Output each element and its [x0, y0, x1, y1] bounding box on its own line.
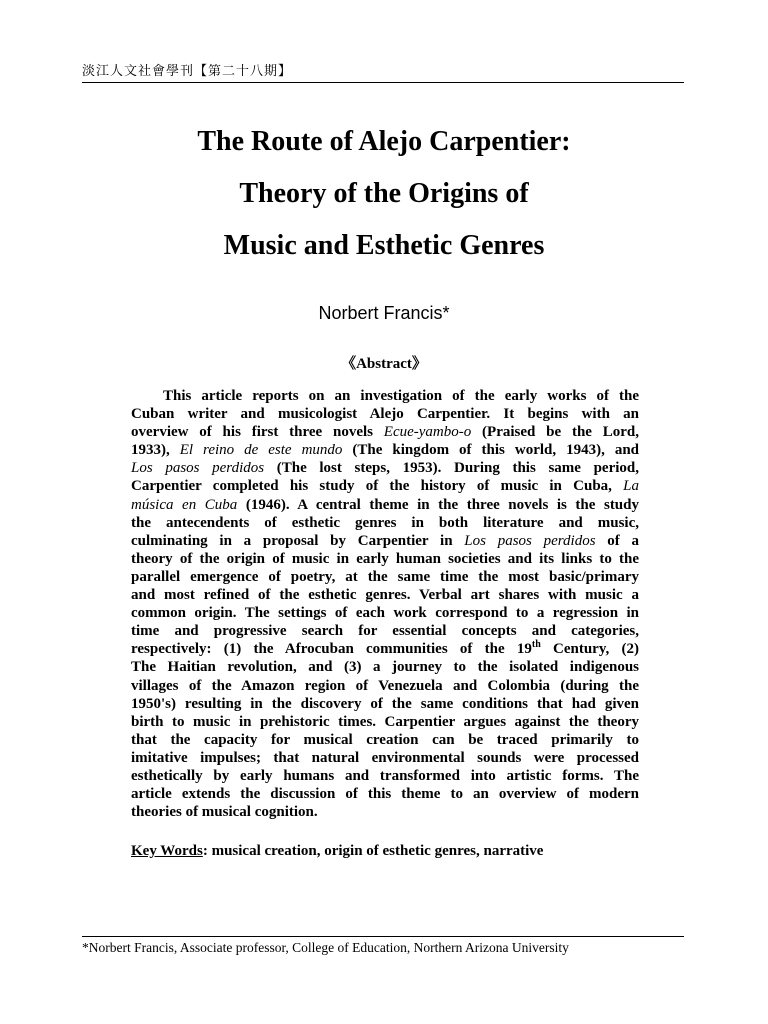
novel-title: Ecue-yambo-o	[383, 424, 472, 441]
abstract-line: música en Cuba (1946). A central theme in the three novels is the study	[131, 496, 639, 513]
novel-title: El reino de este mundo	[179, 442, 343, 459]
footnote-rule	[82, 936, 684, 937]
abstract-line: Los pasos perdidos (The lost steps, 1953). During this same period,	[131, 460, 640, 477]
title-line-3: Music and Esthetic Genres	[223, 230, 545, 261]
book-title: música en Cuba	[131, 496, 238, 513]
abstract-line: esthetically by early humans and transformed into artistic forms. The	[131, 767, 639, 784]
abstract-line: The Haitian revolution, and (3) a journey to the isolated indigenous	[131, 659, 639, 676]
abstract-line: This article reports on an investigation of the early works of the	[163, 388, 639, 404]
keywords-text: : musical creation, origin of esthetic genres, narrative	[202, 843, 544, 859]
author-line	[82, 303, 686, 324]
abstract-line: Cuban writer and musicologist Alejo Carpentier. It begins with an	[131, 406, 639, 423]
abstract-line: parallel emergence of poetry, at the same time the most basic/primary	[131, 568, 639, 585]
abstract-line: that the capacity for musical creation can be traced primarily to	[131, 731, 639, 748]
keywords	[131, 843, 543, 860]
abstract-line: time and progressive search for essential concepts and categories,	[131, 623, 639, 640]
abstract-body	[131, 387, 639, 821]
title-line-2: Theory of the Origins of	[239, 178, 529, 209]
abstract-line: 1933), El reino de este mundo (The kingdom of this world, 1943), and	[131, 442, 640, 459]
header-rule	[82, 82, 684, 83]
abstract-line: article extends the discussion of this theme to an overview of modern	[131, 786, 639, 803]
abstract-line: villages of the Amazon region of Venezuela and Colombia (during the	[131, 677, 639, 694]
paper-title	[82, 128, 686, 284]
abstract-line: the antecendents of esthetic genres in both literature and music,	[131, 514, 639, 531]
abstract-line: overview of his first three novels Ecue-yambo-o (Praised be the Lord,	[131, 424, 639, 441]
book-title: La	[623, 478, 640, 495]
author-footnote-mark: *	[442, 303, 450, 323]
running-head: 淡江人文社會學刊【第二十八期】	[82, 64, 293, 79]
abstract-line: imitative impulses; that natural environmental sounds were processed	[131, 749, 639, 766]
novel-title: Los pasos perdidos	[131, 460, 265, 477]
novel-title: Los pasos perdidos	[464, 532, 596, 549]
author-name: Norbert Francis	[318, 303, 443, 323]
abstract-line: and most refined of the esthetic genres. Verbal art shares with music a	[131, 587, 639, 604]
abstract-heading: 《Abstract》	[341, 356, 427, 372]
abstract-line: theories of musical cognition.	[131, 804, 318, 821]
keywords-label: Key Words	[131, 843, 203, 859]
abstract-line: respectively: (1) the Afrocuban communities of the 19th Century, (2)	[131, 639, 639, 658]
abstract-line: culminating in a proposal by Carpentier in Los pasos perdidos of a	[131, 532, 640, 549]
abstract-line: common origin. The settings of each work correspond to a regression in	[131, 605, 639, 622]
superscript-th: th	[531, 639, 541, 651]
abstract-line: 1950's) resulting in the discovery of the same conditions that had given	[131, 695, 639, 712]
abstract-line: theory of the origin of music in early human societies and its links to the	[131, 550, 639, 567]
abstract-line: Carpentier completed his study of the history of music in Cuba, La	[131, 478, 640, 495]
footnote: *Norbert Francis, Associate professor, College of Education, Northern Arizona University	[82, 940, 569, 955]
abstract-line: birth to music in prehistoric times. Carpentier argues against the theory	[131, 713, 639, 730]
title-line-1: The Route of Alejo Carpentier:	[197, 126, 571, 157]
